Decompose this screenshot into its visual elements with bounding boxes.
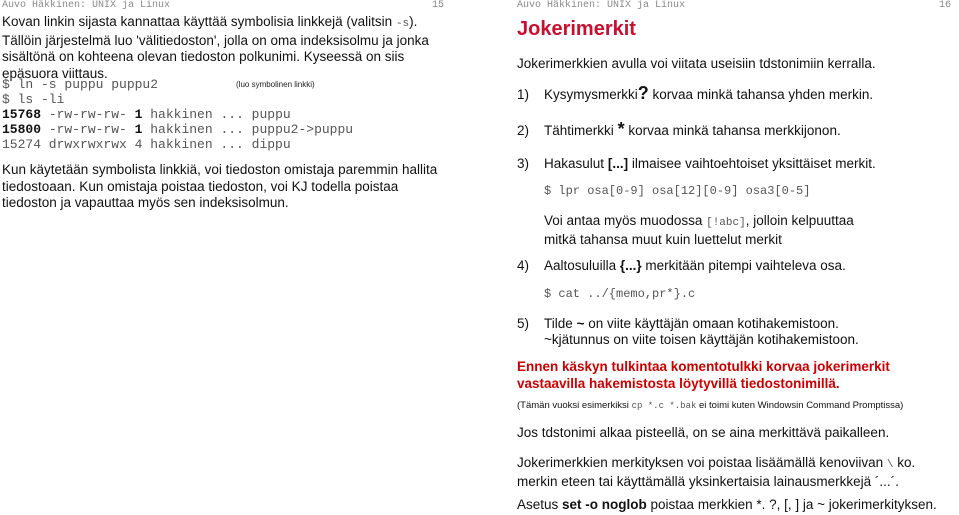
symlink-flag: -s	[395, 18, 410, 30]
symlink-paragraph	[2, 14, 448, 82]
item4-code: $ cat ../{memo,pr*}.c	[544, 287, 696, 301]
item5-text: on viite käyttäjän omaan kotihakemistoon.	[588, 316, 839, 331]
item1-symbol: ?	[637, 83, 649, 103]
perm-puppu2: -rw-rw-rw-	[41, 122, 135, 137]
item5-symbol: ~	[576, 316, 585, 331]
code-row-puppu	[2, 107, 291, 123]
item3-label: Hakasulut	[544, 156, 605, 171]
code-ln-command: $ ln -s puppu puppu2	[2, 77, 159, 92]
escape-text-b: ko. merkin eteen tai käyttämällä yksinkertaisia lainausmerkkejä ´...´.	[517, 455, 916, 489]
item3-note-b: , jolloin kelpuuttaa	[745, 213, 854, 228]
item-tilde	[517, 316, 955, 333]
item3-note-a: Voi antaa myös muodossa	[544, 213, 707, 228]
inode-puppu2: 15800	[2, 122, 42, 137]
item2-number: 2)	[517, 123, 530, 138]
item3-code: $ lpr osa[0-9] osa[12][0-9] osa3[0-5]	[544, 184, 811, 198]
item1-label: Kysymysmerkki	[544, 87, 638, 102]
escape-text-a: Jokerimerkkien merkityksen voi poistaa lisäämällä kenoviivan	[517, 455, 887, 470]
intro-text: Jokerimerkkien avulla voi viitata useisiin tdstonimiin kerralla.	[517, 56, 876, 71]
code-ln-note: (luo symbolinen linkki)	[236, 80, 315, 89]
item1-number: 1)	[517, 87, 530, 102]
noglob-option: set -o noglob	[562, 497, 647, 512]
cp-note-a: (Tämän vuoksi esimerkiksi	[517, 400, 632, 411]
item2-symbol: *	[617, 119, 625, 139]
cp-note	[517, 398, 955, 415]
escape-text	[517, 455, 955, 490]
symlink-text-a: Kovan linkin sijasta kannattaa käyttää symbolisia linkkejä (valitsin	[2, 14, 396, 29]
escape-code: \	[886, 459, 894, 471]
noglob-c: poistaa merkkien *. ?, [, ] ja ~ jokerimerkityksen.	[646, 497, 937, 512]
item4-number: 4)	[517, 258, 530, 273]
code-row-dippu: 15274 drwxrwxrwx 4 hakkinen ... dippu	[2, 137, 291, 152]
links-puppu2: 1	[134, 122, 143, 137]
cp-note-code: cp *.c *.bak	[631, 401, 697, 411]
item5-line2: ~kjätunnus on viite toisen käyttäjän kotihakemistoon.	[544, 332, 859, 347]
perm-puppu: -rw-rw-rw-	[41, 107, 135, 122]
warning-text: Ennen käskyn tulkintaa komentotulkki korvaa jokerimerkit vastaavilla hakemistosta löytyvillä tiedostonimillä.	[517, 359, 890, 391]
inode-puppu: 15768	[2, 107, 42, 122]
item-asterisk	[517, 119, 955, 140]
item4-text: merkitään pitempi vaihteleva osa.	[645, 258, 846, 273]
noglob-a: Asetus	[517, 497, 563, 512]
links-puppu: 1	[134, 107, 143, 122]
item-braces	[517, 258, 955, 275]
item3-note	[544, 213, 955, 248]
cp-note-b: ei toimi kuten Windowsin Command Promptissa)	[696, 400, 904, 411]
item3-note-line2: mitkä tahansa muut kuin luettelut merkit	[544, 231, 782, 247]
code-row-puppu2	[2, 122, 353, 138]
item5-number: 5)	[517, 316, 530, 331]
right-page-header	[517, 0, 951, 12]
item3-note-code: [!abc]	[706, 217, 746, 229]
item3-number: 3)	[517, 156, 530, 171]
item1-text: korvaa minkä tahansa yhden merkin.	[652, 87, 874, 102]
item3-symbol: [...]	[607, 156, 629, 171]
item-question-mark	[517, 83, 955, 104]
symlink-benefit-paragraph: Kun käytetään symbolista linkkiä, voi tiedoston omistaja paremmin hallita tiedostoaan. Kun omistaja poistaa tiedoston, voi KJ todella poistaa tiedoston ja vapauttaa myös sen indeksisolmun.	[2, 162, 438, 210]
rest-puppu: hakkinen ... puppu	[142, 107, 291, 122]
item2-text: korvaa minkä tahansa merkkijonon.	[628, 123, 841, 138]
code-line-ls: $ ls -li	[2, 92, 65, 107]
left-page	[0, 0, 452, 515]
dot-file-text: Jos tdstonimi alkaa pisteellä, on se aina merkittävä paikalleen.	[517, 425, 890, 440]
item4-label: Aaltosuluilla	[544, 258, 617, 273]
page-title: Jokerimerkit	[517, 18, 636, 40]
right-header-title: Auvo Häkkinen: UNIX ja Linux	[517, 0, 686, 11]
left-page-header	[2, 0, 444, 12]
noglob-text	[517, 497, 955, 514]
item-brackets	[517, 156, 955, 173]
item3-text: ilmaisee vaihtoehtoiset yksittäiset merkit.	[631, 156, 876, 171]
left-header-title: Auvo Häkkinen: UNIX ja Linux	[2, 0, 171, 11]
right-page	[507, 0, 959, 515]
rest-puppu2: hakkinen ... puppu2->puppu	[142, 122, 354, 137]
item2-label: Tähtimerkki	[544, 123, 614, 138]
item4-symbol: {...}	[619, 258, 642, 273]
right-page-number: 16	[938, 0, 951, 11]
symlink-text-b: ). Tällöin järjestelmä luo 'välitiedoston', jolla on oma indeksisolmu ja jonka sisältönä on kohteena olevan tiedoston polkunimi. Kyseessä on siis epäsuora viittaus.	[2, 14, 429, 81]
left-page-number: 15	[431, 0, 444, 11]
code-line-ln	[2, 77, 158, 93]
item5-label: Tilde	[544, 316, 573, 331]
